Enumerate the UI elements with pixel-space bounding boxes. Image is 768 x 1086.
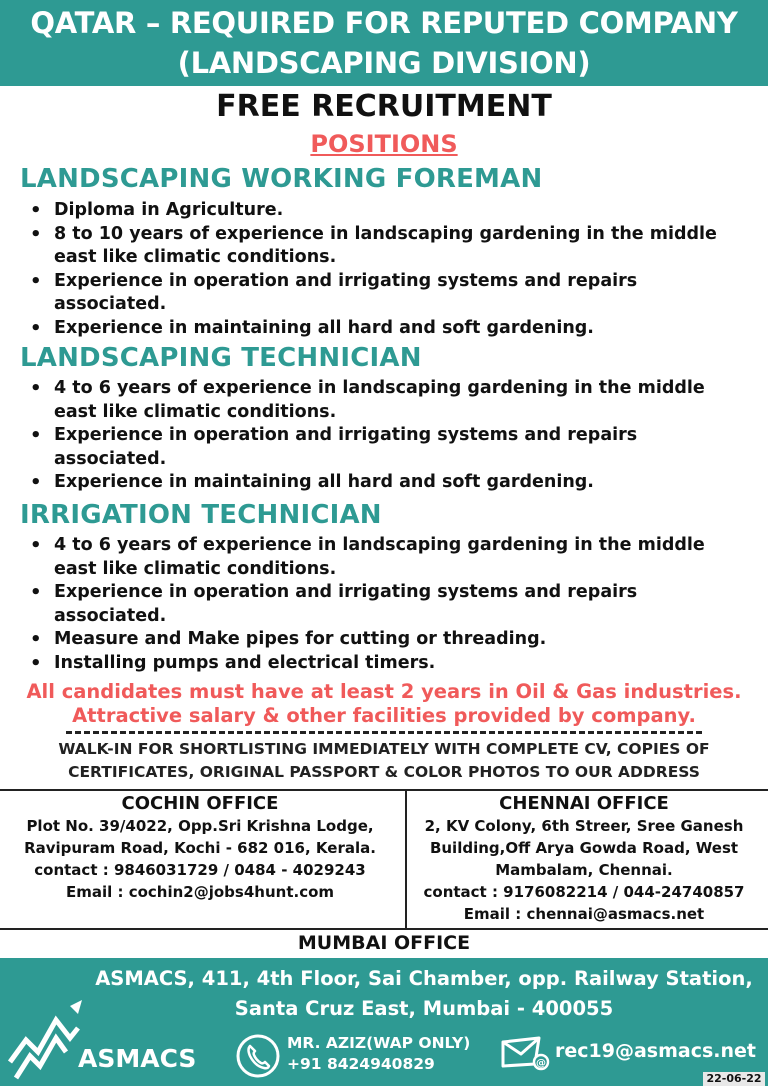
list-item: • Experience in operation and irrigating systems and repairs associated. [30, 270, 730, 317]
cochin-office [0, 793, 400, 903]
walkin-line-2: CERTIFICATES, ORIGINAL PASSPORT & COLOR PHOTOS TO OUR ADDRESS [68, 763, 700, 781]
mumbai-address-line-1: ASMACS, 411, 4th Floor, Sai Chamber, opp. Railway Station, [95, 967, 753, 990]
chennai-office [408, 793, 760, 925]
list-item: • Experience in maintaining all hard and soft gardening. [30, 471, 730, 495]
footer-email[interactable]: rec19@asmacs.net [555, 1040, 756, 1062]
list-item: • 4 to 6 years of experience in landscaping gardening in the middle east like climatic conditions. [30, 534, 730, 581]
mumbai-address-line-2: Santa Cruz East, Mumbai - 400055 [234, 997, 614, 1020]
chennai-contact: contact : 9176082214 / 044-24740857 [423, 883, 745, 901]
list-item: • Experience in operation and irrigating systems and repairs associated. [30, 424, 730, 471]
cochin-email: Email : cochin2@jobs4hunt.com [65, 883, 335, 901]
chennai-office-title: CHENNAI OFFICE [499, 793, 669, 814]
chennai-address-line-2: Building,Off Arya Gowda Road, West [429, 839, 739, 857]
position-title-landscaping-technician: LANDSCAPING TECHNICIAN [20, 343, 422, 373]
cochin-address-line-2: Ravipuram Road, Kochi - 682 016, Kerala. [24, 839, 376, 857]
chennai-email: Email : chennai@asmacs.net [463, 905, 705, 923]
mail-icon [501, 1036, 553, 1072]
phone-icon [235, 1033, 281, 1079]
date-tag: 22-06-22 [703, 1072, 765, 1086]
positions-label: POSITIONS [310, 130, 458, 158]
contact-phone[interactable]: +91 8424940829 [287, 1055, 435, 1073]
landscaping-technician-requirements [30, 377, 730, 495]
chennai-address-line-3: Mambalam, Chennai. [495, 861, 673, 879]
svg-text:@: @ [536, 1058, 546, 1069]
logo-text: ASMACS [78, 1044, 197, 1073]
office-divider [405, 790, 407, 928]
office-top-border [0, 789, 768, 791]
cochin-contact: contact : 9846031729 / 0484 - 4029243 [34, 861, 366, 879]
oil-gas-requirement-note: All candidates must have at least 2 years in Oil & Gas industries. [26, 680, 742, 703]
list-item: • Experience in operation and irrigating systems and repairs associated. [30, 581, 730, 628]
walkin-line-1: WALK-IN FOR SHORTLISTING IMMEDIATELY WITH COMPLETE CV, COPIES OF [58, 740, 710, 758]
chennai-address-line-1: 2, KV Colony, 6th Streer, Sree Ganesh [424, 817, 744, 835]
walkin-instructions [0, 738, 768, 784]
contact-name: MR. AZIZ(WAP ONLY) [287, 1034, 471, 1052]
list-item: • Measure and Make pipes for cutting or threading. [30, 628, 730, 652]
footer-contact [287, 1033, 470, 1075]
irrigation-technician-requirements [30, 534, 730, 675]
list-item: • Experience in maintaining all hard and soft gardening. [30, 317, 730, 341]
position-title-irrigation-technician: IRRIGATION TECHNICIAN [20, 500, 382, 530]
header-line-1: QATAR – REQUIRED FOR REPUTED COMPANY [30, 6, 738, 40]
dashed-divider [66, 731, 702, 734]
header-banner [0, 0, 768, 86]
header-line-2: (LANDSCAPING DIVISION) [177, 46, 591, 80]
salary-note: Attractive salary & other facilities provided by company. [72, 704, 696, 727]
cochin-office-title: COCHIN OFFICE [121, 793, 279, 814]
list-item: • 4 to 6 years of experience in landscaping gardening in the middle east like climatic conditions. [30, 377, 730, 424]
cochin-address-line-1: Plot No. 39/4022, Opp.Sri Krishna Lodge, [26, 817, 374, 835]
position-title-foreman: LANDSCAPING WORKING FOREMAN [20, 164, 543, 194]
free-recruitment-title: FREE RECRUITMENT [216, 89, 552, 124]
list-item: • Installing pumps and electrical timers. [30, 652, 730, 676]
list-item: • Diploma in Agriculture. [30, 199, 730, 223]
mumbai-office-title: MUMBAI OFFICE [297, 932, 471, 954]
foreman-requirements [30, 199, 730, 340]
list-item: • 8 to 10 years of experience in landscaping gardening in the middle east like climatic conditions. [30, 223, 730, 270]
